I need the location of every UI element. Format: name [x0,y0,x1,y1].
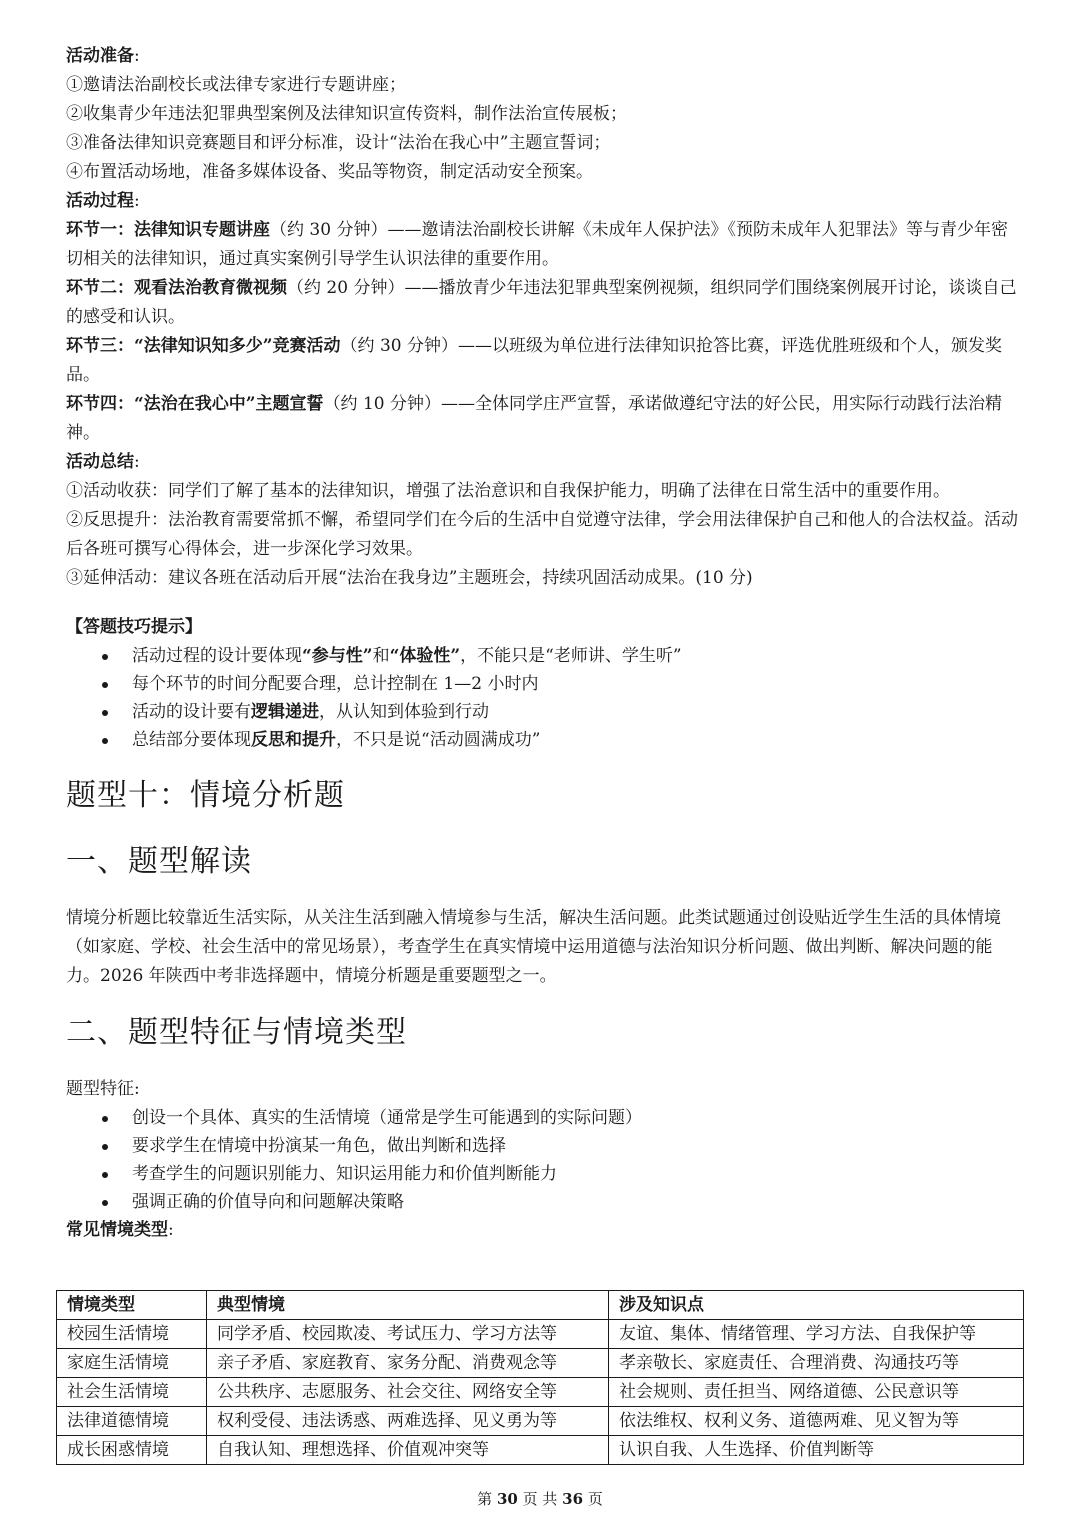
summary-heading: 活动总结: [66,452,140,472]
prep-item: ③准备法律知识竞赛题目和评分标准，设计“法治在我心中”主题宣誓词； [66,133,611,153]
page-footer: 第 30 页 共 36 页 [477,1490,603,1508]
table-header: 典型情境 [207,1291,609,1320]
table-row [57,1407,1024,1436]
prep-item: ④布置活动场地，准备多媒体设备、奖品等物资，制定活动安全预案。 [66,162,593,182]
table-cell: 认识自我、人生选择、价值判断等 [609,1436,1024,1465]
table-row [57,1349,1024,1378]
tips-list [66,642,1022,754]
table-header: 情境类型 [57,1291,207,1320]
list-item: 强调正确的价值导向和问题解决策略 [102,1188,1022,1216]
prep-item: ①邀请法治副校长或法律专家进行专题讲座； [66,75,406,95]
table-row [57,1378,1024,1407]
table-cell: 社会生活情境 [57,1378,207,1407]
table-cell: 友谊、集体、情绪管理、学习方法、自我保护等 [609,1320,1024,1349]
process-step: 环节二：观看法治教育微视频（约 20 分钟）——播放青少年违法犯罪典型案例视频，组织同学们围绕案例展开讨论，谈谈自己的感受和认识。 [66,278,1017,327]
table-header: 涉及知识点 [609,1291,1024,1320]
heading-section1: 一、题型解读 [66,844,252,879]
process-step: 环节四：“法治在我心中”主题宣誓（约 10 分钟）——全体同学庄严宣誓，承诺做遵纪守法的好公民，用实际行动践行法治精神。 [66,394,1003,443]
prep-item: ②收集青少年违法犯罪典型案例及法律知识宣传资料，制作法治宣传展板； [66,104,627,124]
list-item: 考查学生的问题识别能力、知识运用能力和价值判断能力 [102,1160,1022,1188]
list-item: 总结部分要体现反思和提升，不只是说“活动圆满成功” [102,726,1022,754]
table-cell: 成长困惑情境 [57,1436,207,1465]
heading-section2: 二、题型特征与情境类型 [66,1015,407,1050]
document-body [66,42,1022,1245]
table-cell: 依法维权、权利义务、道德两难、见义智为等 [609,1407,1024,1436]
types-heading: 常见情境类型: [66,1220,174,1240]
process-step: 环节一：法律知识专题讲座（约 30 分钟）——邀请法治副校长讲解《未成年人保护法》《预防未成年人犯罪法》等与青少年密切相关的法律知识，通过真实案例引导学生认识法律的重要作用。 [66,220,1008,269]
list-item: 每个环节的时间分配要合理，总计控制在 1—2 小时内 [102,670,1022,698]
table-cell: 孝亲敬长、家庭责任、合理消费、沟通技巧等 [609,1349,1024,1378]
table-cell: 同学矛盾、校园欺凌、考试压力、学习方法等 [207,1320,609,1349]
summary-item: ①活动收获：同学们了解了基本的法律知识，增强了法治意识和自我保护能力，明确了法律在日常生活中的重要作用。 [66,481,950,501]
page-number: 30 [496,1490,518,1508]
list-item: 活动的设计要有逻辑递进，从认知到体验到行动 [102,698,1022,726]
table-cell: 亲子矛盾、家庭教育、家务分配、消费观念等 [207,1349,609,1378]
process-heading: 活动过程: [66,191,140,211]
table-header-row [57,1291,1024,1320]
table-cell: 社会规则、责任担当、网络道德、公民意识等 [609,1378,1024,1407]
list-item: 创设一个具体、真实的生活情境（通常是学生可能遇到的实际问题） [102,1104,1022,1132]
list-item: 活动过程的设计要体现“参与性”和“体验性”，不能只是“老师讲、学生听” [102,642,1022,670]
intro-paragraph: 情境分析题比较靠近生活实际，从关注生活到融入情境参与生活，解决生活问题。此类试题通过创设贴近学生生活的具体情境（如家庭、学校、社会生活中的常见场景），考查学生在真实情境中运用道德与法治知识分析问题、做出判断、解决问题的能力。2026 年陕西中考非选择题中，情境分析题是重要题型之一。 [66,908,1001,986]
table-row [57,1436,1024,1465]
table-cell: 自我认知、理想选择、价值观冲突等 [207,1436,609,1465]
summary-item: ②反思提升：法治教育需要常抓不懈，希望同学们在今后的生活中自觉遵守法律，学会用法律保护自己和他人的合法权益。活动后各班可撰写心得体会，进一步深化学习效果。 [66,510,1018,559]
situation-types-table [56,1290,1024,1465]
table-cell: 校园生活情境 [57,1320,207,1349]
summary-item: ③延伸活动：建议各班在活动后开展“法治在我身边”主题班会，持续巩固活动成果。(10 分) [66,568,753,588]
features-list [66,1104,1022,1216]
table-cell: 权利受侵、违法诱惑、两难选择、见义勇为等 [207,1407,609,1436]
table-cell: 家庭生活情境 [57,1349,207,1378]
table-cell: 公共秩序、志愿服务、社会交往、网络安全等 [207,1378,609,1407]
table-row [57,1320,1024,1349]
heading-type10: 题型十：情境分析题 [66,778,345,813]
process-step: 环节三：“法律知识知多少”竞赛活动（约 30 分钟）——以班级为单位进行法律知识抢答比赛，评选优胜班级和个人，颁发奖品。 [66,336,1003,385]
tips-title: 【答题技巧提示】 [66,617,202,637]
prep-heading: 活动准备: [66,46,140,66]
page-total: 36 [562,1490,584,1508]
features-heading: 题型特征: [66,1079,140,1099]
table-cell: 法律道德情境 [57,1407,207,1436]
list-item: 要求学生在情境中扮演某一角色，做出判断和选择 [102,1132,1022,1160]
